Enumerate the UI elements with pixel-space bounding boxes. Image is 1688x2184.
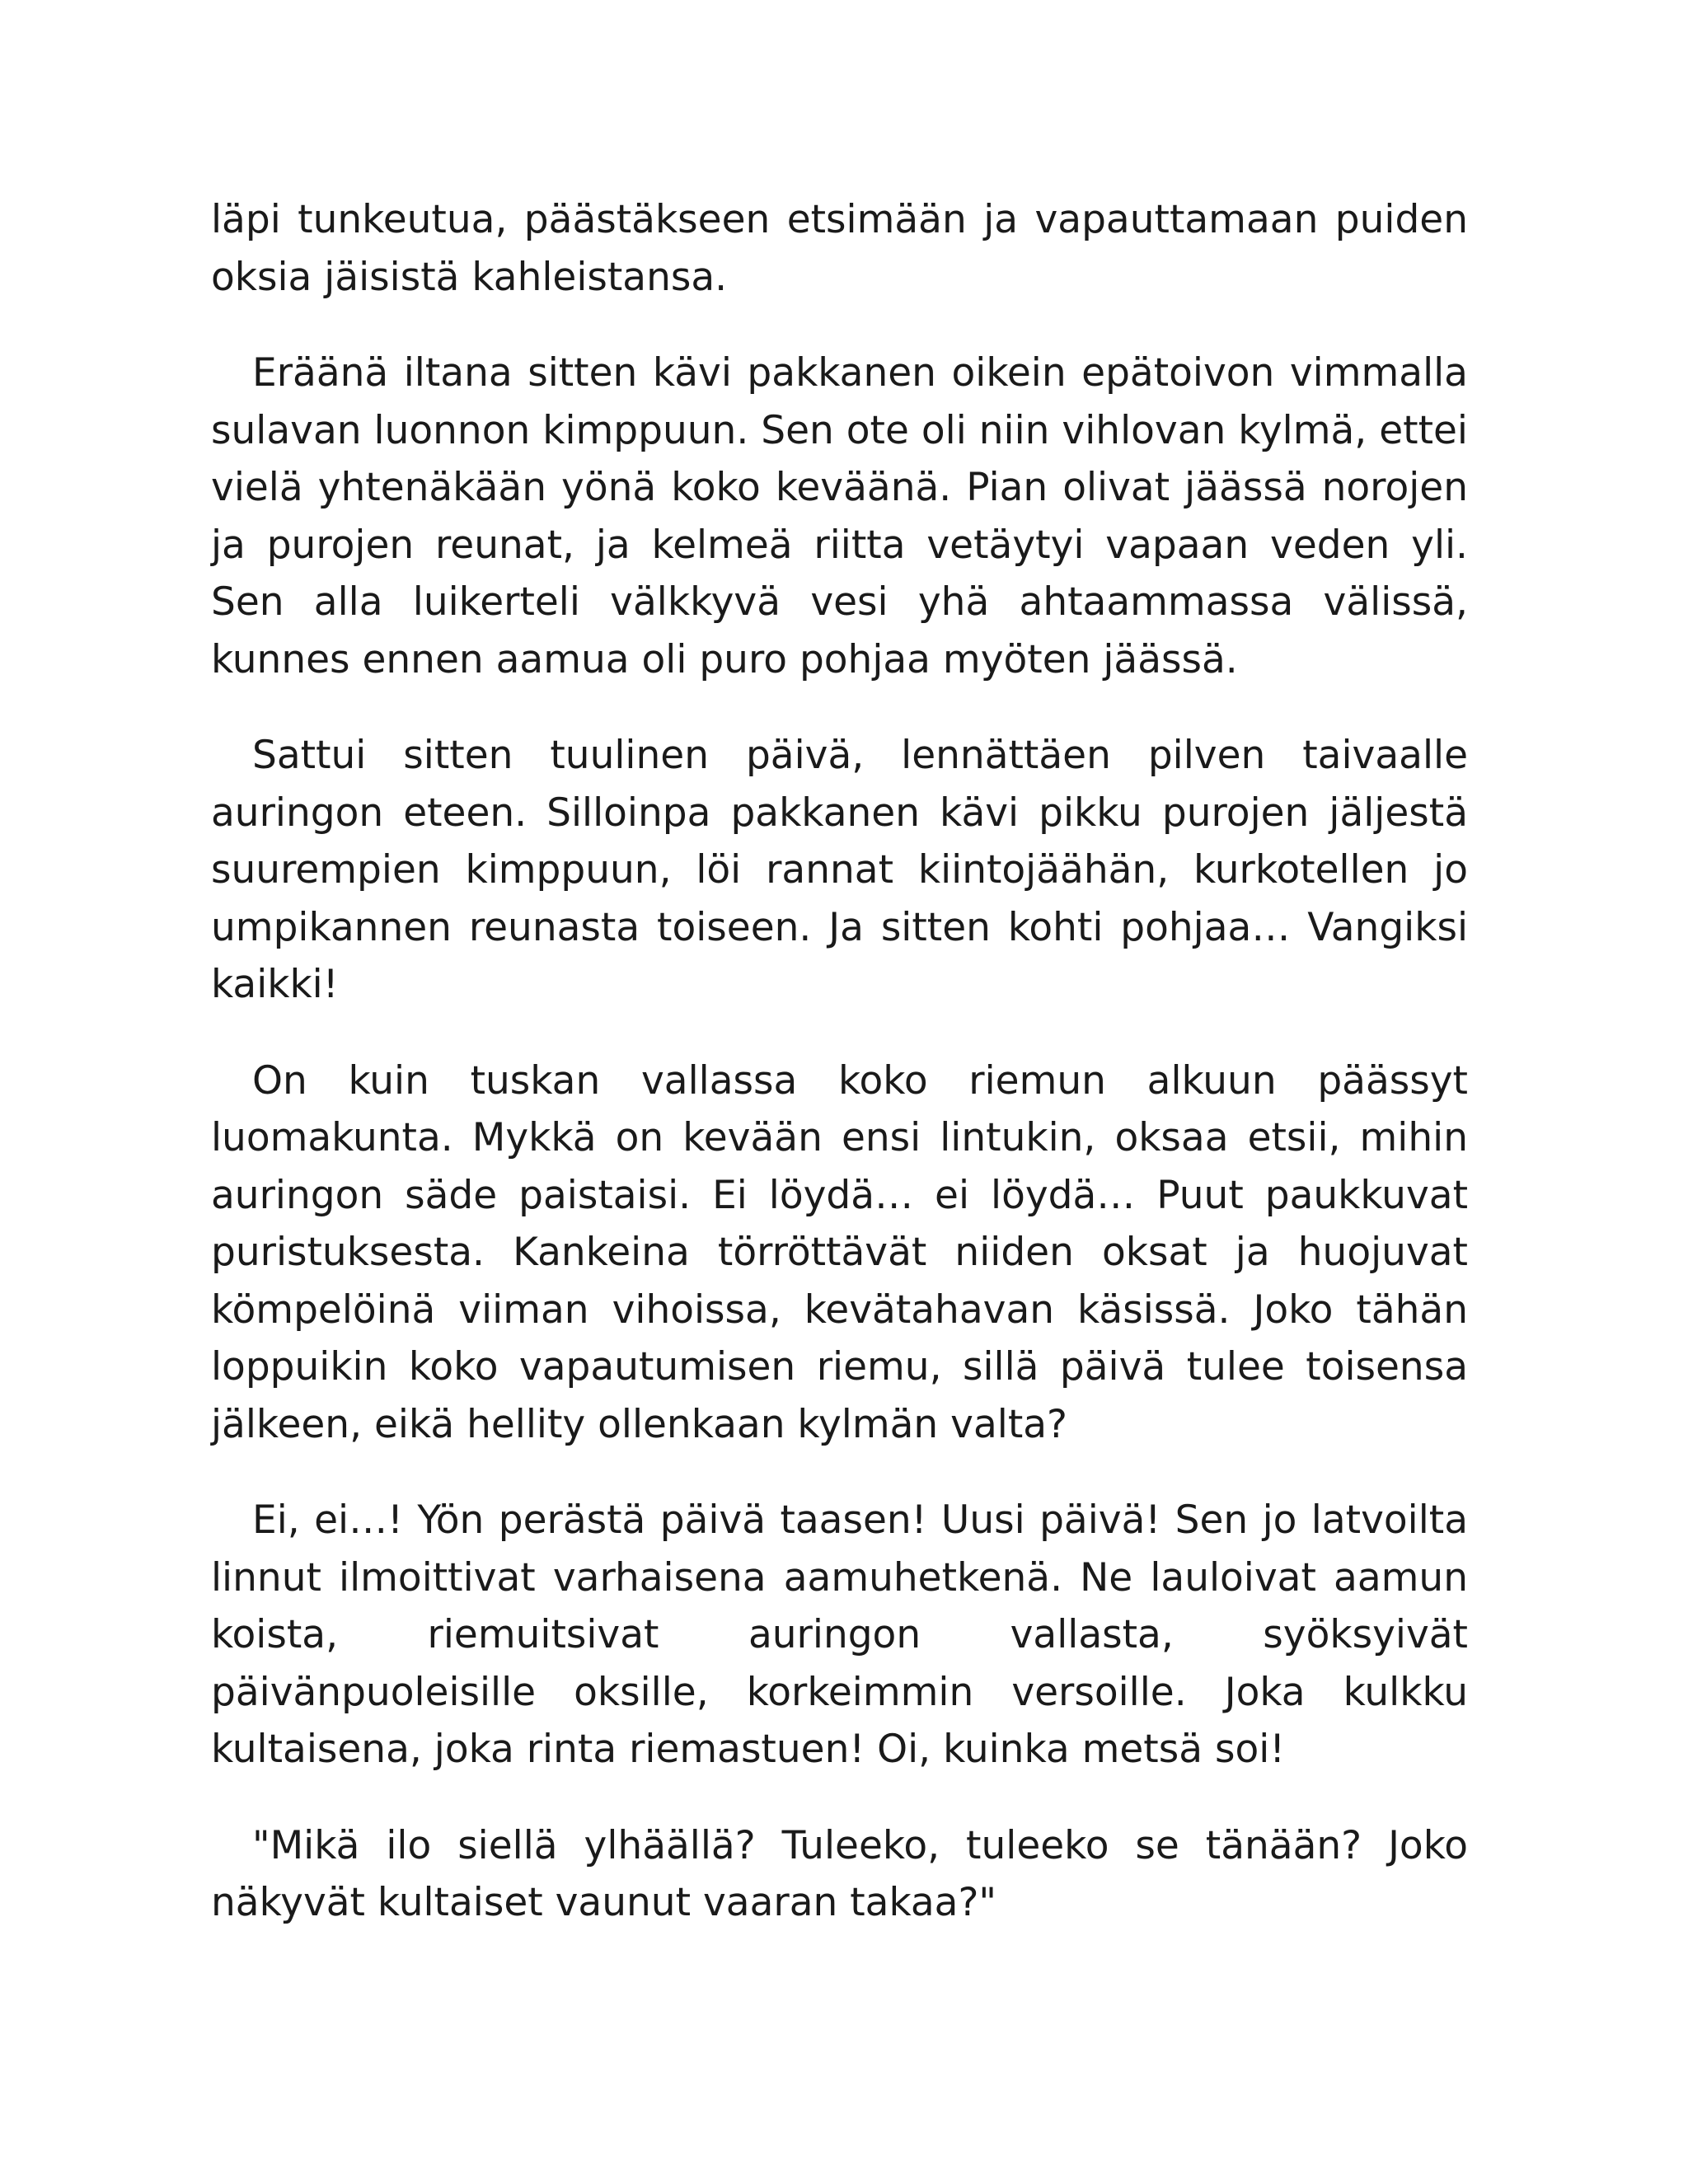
paragraph-6: "Mikä ilo siellä ylhäällä? Tuleeko, tuleeko se tänään? Joko näkyvät kultaiset vaunut vaaran takaa?" [211, 1822, 1468, 1925]
paragraph-3: Sattui sitten tuulinen päivä, lennättäen pilven taivaalle auringon eteen. Silloinpa pakkanen kävi pikku purojen jäljestä suurempien kimppuun, löi rannat kiintojäähän, kurkotellen jo umpikannen reunasta toiseen. Ja sitten kohti pohjaa… Vangiksi kaikki! [211, 733, 1468, 1007]
paragraph-1: läpi tunkeutua, päästäkseen etsimään ja vapauttamaan puiden oksia jäisistä kahleistansa. [211, 197, 1468, 300]
paragraph-5: Ei, ei…! Yön perästä päivä taasen! Uusi päivä! Sen jo latvoilta linnut ilmoittivat varhaisena aamuhetkenä. Ne lauloivat aamun koista, riemuitsivat auringon vallasta, syöksyivät päivänpuoleisille oksille, korkeimmin versoille. Joka kulkku kultaisena, joka rinta riemastuen! Oi, kuinka metsä soi! [211, 1497, 1468, 1772]
document-page [211, 191, 1468, 1971]
paragraph-2: Eräänä iltana sitten kävi pakkanen oikein epätoivon vimmalla sulavan luonnon kimppuun. Sen ote oli niin vihlovan kylmä, ettei vielä yhtenäkään yönä koko keväänä. Pian olivat jäässä norojen ja purojen reunat, ja kelmeä riitta vetäytyi vapaan veden yli. Sen alla luikerteli välkkyvä vesi yhä ahtaammassa välissä, kunnes ennen aamua oli puro pohjaa myöten jäässä. [211, 350, 1468, 682]
paragraph-4: On kuin tuskan vallassa koko riemun alkuun päässyt luomakunta. Mykkä on kevään ensi lintukin, oksaa etsii, mihin auringon säde paistaisi. Ei löydä… ei löydä… Puut paukkuvat puristuksesta. Kankeina törröttävät niiden oksat ja huojuvat kömpelöinä viiman vihoissa, kevätahavan käsissä. Joko tähän loppuikin koko vapautumisen riemu, sillä päivä tulee toisensa jälkeen, eikä hellity ollenkaan kylmän valta? [211, 1057, 1468, 1447]
